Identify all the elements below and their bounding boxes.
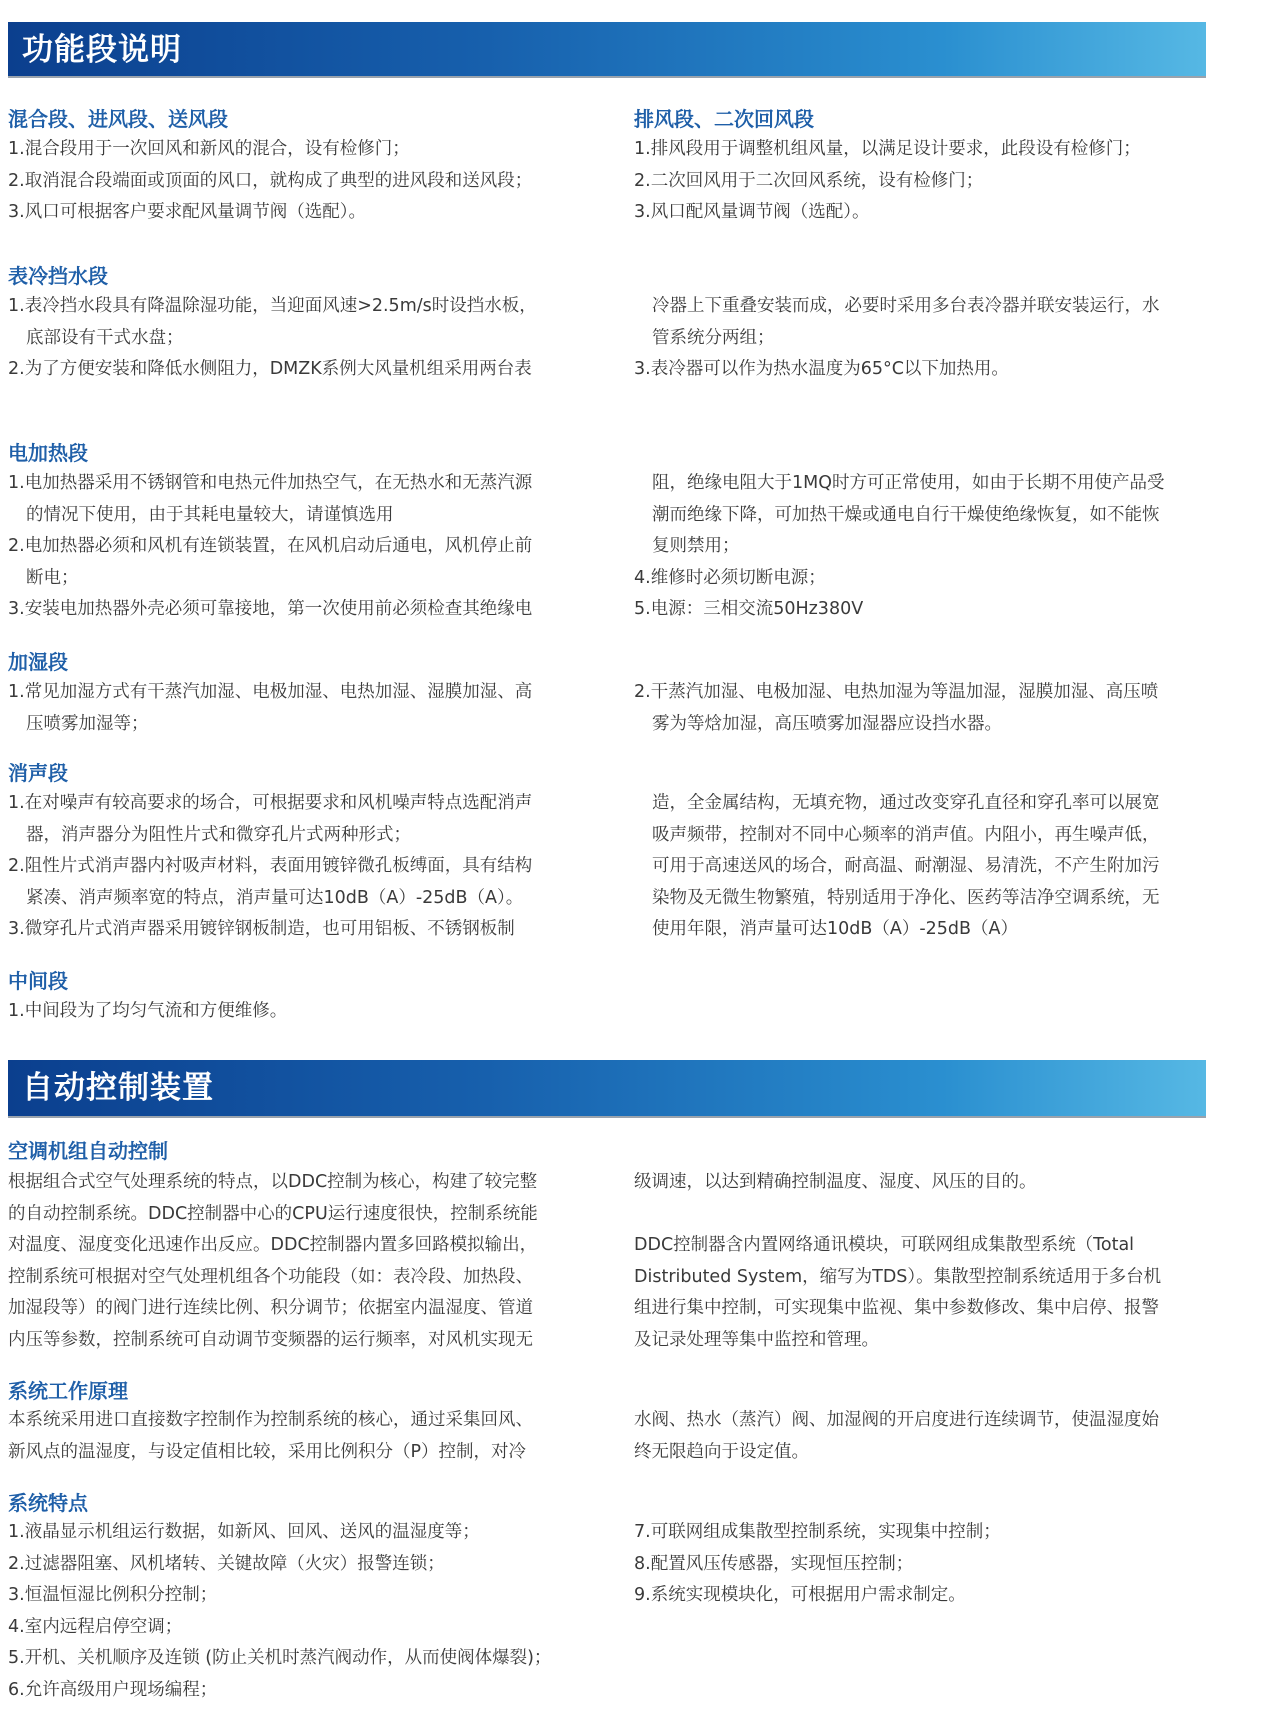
text-line: 1.混合段用于一次回风和新风的混合，设有检修门； [8, 139, 410, 159]
subsection-heading: 加湿段 [8, 650, 68, 674]
text-line: 及记录处理等集中监控和管理。 [634, 1329, 879, 1350]
text-line: 3.表冷器可以作为热水温度为65°C以下加热用。 [634, 359, 1009, 379]
subsection-heading: 消声段 [8, 761, 68, 785]
text-line: 2.取消混合段端面或顶面的风口，就构成了典型的进风段和送风段； [8, 170, 533, 191]
paragraph [8, 468, 582, 626]
text-line: 冷器上下重叠安装而成，必要时采用多台表冷器并联安装运行，水 [652, 296, 1160, 316]
paragraph [8, 134, 582, 229]
text-line: 断电； [26, 567, 79, 588]
text-line: 阻，绝缘电阻大于1MQ时方可正常使用，如由于长期不用使产品受 [652, 473, 1165, 493]
paragraph [8, 1517, 582, 1706]
text-line: 新风点的温湿度，与设定值相比较，采用比例积分（P）控制，对冷 [8, 1441, 527, 1462]
text-line: 器，消声器分为阻性片式和微穿孔片式两种形式； [26, 824, 411, 845]
subsection-heading: 系统工作原理 [8, 1379, 128, 1403]
text-line: 管系统分两组； [652, 327, 775, 348]
text-line: DDC控制器含内置网络通讯模块，可联网组成集散型系统（Total [634, 1235, 1135, 1255]
text-line: 5.电源：三相交流50Hz380V [634, 599, 864, 619]
paragraph [634, 134, 1206, 229]
text-line: 5.开机、关机顺序及连锁 (防止关机时蒸汽阀动作，从而使阀体爆裂)； [8, 1648, 552, 1668]
subsection-heading: 中间段 [8, 969, 68, 993]
paragraph [8, 788, 582, 946]
text-line: 2.电加热器必须和风机有连锁装置，在风机启动后通电，风机停止前 [8, 536, 533, 556]
paragraph [634, 1405, 1206, 1468]
text-line: 1.常见加湿方式有干蒸汽加湿、电极加湿、电热加湿、湿膜加湿、高 [8, 682, 533, 702]
text-line: 复则禁用； [652, 536, 740, 556]
text-line: 加湿段等）的阀门进行连续比例、积分调节；依据室内温湿度、管道 [8, 1298, 533, 1318]
text-line: 7.可联网组成集散型控制系统，实现集中控制； [634, 1522, 1001, 1542]
text-line: 可用于高速送风的场合，耐高温、耐潮湿、易清洗，不产生附加污 [652, 856, 1160, 876]
text-line: 本系统采用进口直接数字控制作为控制系统的核心，通过采集回风、 [8, 1410, 533, 1430]
text-line: 2.二次回风用于二次回风系统，设有检修门； [634, 170, 984, 191]
divider [8, 1116, 1206, 1118]
text-line: 对温度、湿度变化迅速作出反应。DDC控制器内置多回路模拟输出， [8, 1235, 538, 1255]
text-line: 终无限趋向于设定值。 [634, 1441, 809, 1462]
paragraph [634, 788, 1206, 946]
paragraph [8, 1167, 582, 1356]
text-line: 底部设有干式水盘； [26, 327, 184, 348]
subsection-heading: 空调机组自动控制 [8, 1139, 168, 1163]
text-line: 2.为了方便安装和降低水侧阻力，DMZK系例大风量机组采用两台表 [8, 359, 532, 379]
subsection-heading: 混合段、进风段、送风段 [8, 107, 228, 131]
text-line: 1.表冷挡水段具有降温除湿功能，当迎面风速>2.5m/s时设挡水板， [8, 296, 537, 316]
text-line: 4.室内远程启停空调； [8, 1616, 183, 1637]
text-line: 紧凑、消声频率宽的特点，消声量可达10dB（A）-25dB（A）。 [26, 887, 524, 908]
paragraph [634, 1230, 1206, 1356]
text-line: 1.中间段为了均匀气流和方便维修。 [8, 1001, 288, 1021]
text-line: 2.过滤器阻塞、风机堵转、关键故障（火灾）报警连锁； [8, 1553, 445, 1574]
paragraph [634, 677, 1206, 740]
text-line: 3.风口配风量调节阀（选配）。 [634, 202, 870, 222]
text-line: 压喷雾加湿等； [26, 713, 149, 734]
text-line: 级调速，以达到精确控制温度、湿度、风压的目的。 [634, 1172, 1037, 1192]
text-line: 内压等参数，控制系统可自动调节变频器的运行频率，对风机实现无 [8, 1329, 533, 1350]
text-line: 的自动控制系统。DDC控制器中心的CPU运行速度很快，控制系统能 [8, 1203, 538, 1224]
paragraph [634, 291, 1206, 386]
text-line: 3.风口可根据客户要求配风量调节阀（选配）。 [8, 202, 366, 222]
text-line: 水阀、热水（蒸汽）阀、加湿阀的开启度进行连续调节，使温湿度始 [634, 1410, 1159, 1430]
text-line: 3.微穿孔片式消声器采用镀锌钢板制造，也可用铝板、不锈钢板制 [8, 919, 515, 939]
paragraph [8, 677, 582, 740]
divider [8, 76, 1206, 78]
text-line: 染物及无微生物繁殖，特别适用于净化、医药等洁净空调系统，无 [652, 887, 1160, 908]
subsection-heading: 系统特点 [8, 1491, 88, 1515]
text-line: 4.维修时必须切断电源； [634, 567, 826, 588]
text-line: 6.允许高级用户现场编程； [8, 1679, 218, 1700]
paragraph [8, 291, 582, 386]
subsection-heading: 排风段、二次回风段 [634, 107, 814, 131]
text-line: 潮而绝缘下降，可加热干燥或通电自行干燥使绝缘恢复，如不能恢 [652, 504, 1160, 525]
section-banner-functions [8, 22, 1206, 78]
text-line: 的情况下使用，由于其耗电量较大，请谨慎选用 [26, 504, 394, 525]
subsection-heading: 电加热段 [8, 441, 88, 465]
text-line: 雾为等焓加湿，高压喷雾加湿器应设挡水器。 [652, 713, 1002, 734]
section-title: 功能段说明 [22, 32, 182, 68]
text-line: 1.在对噪声有较高要求的场合，可根据要求和风机噪声特点选配消声 [8, 793, 533, 813]
text-line: 3.安装电加热器外壳必须可靠接地，第一次使用前必须检查其绝缘电 [8, 599, 533, 619]
paragraph [634, 1517, 1206, 1612]
section-title: 自动控制装置 [22, 1070, 214, 1106]
text-line: 9.系统实现模块化，可根据用户需求制定。 [634, 1585, 966, 1605]
text-line: Distributed System，缩写为TDS）。集散型控制系统适用于多台机 [634, 1266, 1162, 1287]
text-line: 1.排风段用于调整机组风量，以满足设计要求，此段设有检修门； [634, 139, 1141, 159]
text-line: 1.液晶显示机组运行数据，如新风、回风、送风的温湿度等； [8, 1522, 480, 1542]
text-line: 2.干蒸汽加湿、电极加湿、电热加湿为等温加湿，湿膜加湿、高压喷 [634, 682, 1159, 702]
text-line: 吸声频带，控制对不同中心频率的消声值。内阻小，再生噪声低， [652, 824, 1160, 845]
text-line: 使用年限，消声量可达10dB（A）-25dB（A） [652, 919, 1019, 939]
text-line: 造，全金属结构，无填充物，通过改变穿孔直径和穿孔率可以展宽 [652, 793, 1160, 813]
paragraph [8, 1405, 582, 1468]
section-banner-auto-control [8, 1060, 1206, 1116]
paragraph [634, 1167, 1206, 1199]
paragraph [8, 996, 582, 1028]
text-line: 组进行集中控制，可实现集中监视、集中参数修改、集中启停、报警 [634, 1298, 1159, 1318]
text-line: 控制系统可根据对空气处理机组各个功能段（如：表冷段、加热段、 [8, 1266, 533, 1287]
text-line: 2.阻性片式消声器内衬吸声材料，表面用镀锌微孔板缚面，具有结构 [8, 856, 533, 876]
text-line: 根据组合式空气处理系统的特点，以DDC控制为核心，构建了较完整 [8, 1172, 538, 1192]
paragraph [634, 468, 1206, 626]
text-line: 1.电加热器采用不锈钢管和电热元件加热空气，在无热水和无蒸汽源 [8, 473, 533, 493]
text-line: 3.恒温恒湿比例积分控制； [8, 1585, 218, 1605]
text-line: 8.配置风压传感器，实现恒压控制； [634, 1553, 914, 1574]
subsection-heading: 表冷挡水段 [8, 264, 108, 288]
